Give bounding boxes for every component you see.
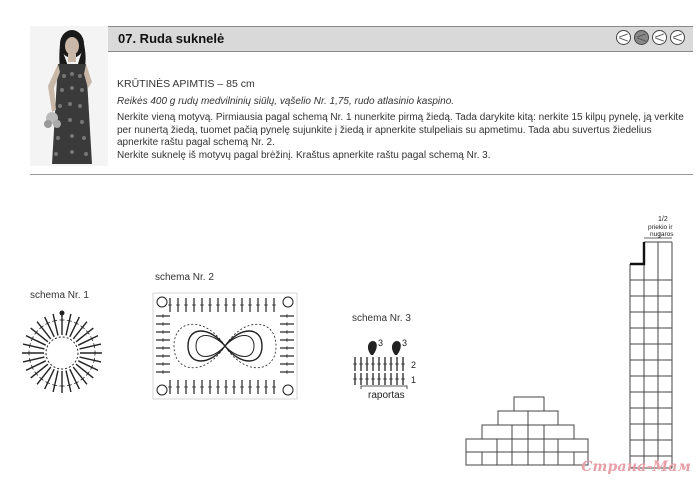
bust-size: KRŪTINĖS APIMTIS – 85 cm bbox=[117, 78, 255, 90]
header-bar bbox=[108, 26, 693, 52]
page-title: 07. Ruda suknelė bbox=[118, 31, 225, 46]
front-back-label: priekio ir bbox=[648, 224, 673, 231]
skirt-assembly-diagram bbox=[462, 395, 592, 467]
yarn-ball-icon bbox=[616, 30, 631, 45]
schema-3-repeat-label: 3 bbox=[378, 338, 384, 348]
divider bbox=[30, 174, 693, 175]
materials: Reikės 400 g rudų medvilninių siūlų, vąšelio Nr. 1,75, rudo atlasinio kaspino. bbox=[117, 95, 455, 107]
schema-3-row-label: 2 bbox=[411, 360, 417, 370]
schema-1-label: schema Nr. 1 bbox=[30, 290, 89, 301]
schema-2-diagram bbox=[150, 290, 300, 402]
raportas-label: raportas bbox=[368, 390, 405, 401]
schema-3-row-label: 1 bbox=[411, 375, 417, 385]
yarn-ball-icon bbox=[634, 30, 649, 45]
instructions-paragraph-2: Nerkite suknelę iš motyvų pagal brėžinį. Kraštus apnerkite raštu pagal schemą Nr. 3. bbox=[117, 149, 491, 161]
model-photo bbox=[30, 26, 108, 166]
instructions-paragraph-1: Nerkite vieną motyvą. Pirmiausia pagal schemą Nr. 1 nunerkite pirmą žiedą. Tada darykite kitą: nerkite 15 kilpų pynelę, ją verkite per nunertą žiedą, tuomet pačią pynelę sujunkite į žiedą ir apnerkite stulpeliais su apmetimu. Tada abu suvertus žiedelius apnerkite raštu pagal schemą Nr. 2. bbox=[117, 112, 684, 149]
watermark: Страна-Мам bbox=[581, 459, 691, 475]
schema-1-diagram bbox=[14, 305, 110, 401]
schema-3-diagram bbox=[345, 333, 425, 391]
front-back-label: nugaros bbox=[650, 231, 674, 238]
yarn-ball-icon bbox=[670, 30, 685, 45]
bodice-assembly-diagram bbox=[600, 212, 680, 470]
schema-3-repeat-label: 3 bbox=[402, 338, 408, 348]
yarn-ball-icon bbox=[652, 30, 667, 45]
difficulty-indicator bbox=[616, 30, 685, 45]
instructions-text bbox=[117, 78, 687, 163]
schema-2-label: schema Nr. 2 bbox=[155, 272, 214, 283]
half-label: 1/2 bbox=[658, 216, 668, 223]
schema-3-label: schema Nr. 3 bbox=[352, 313, 411, 324]
